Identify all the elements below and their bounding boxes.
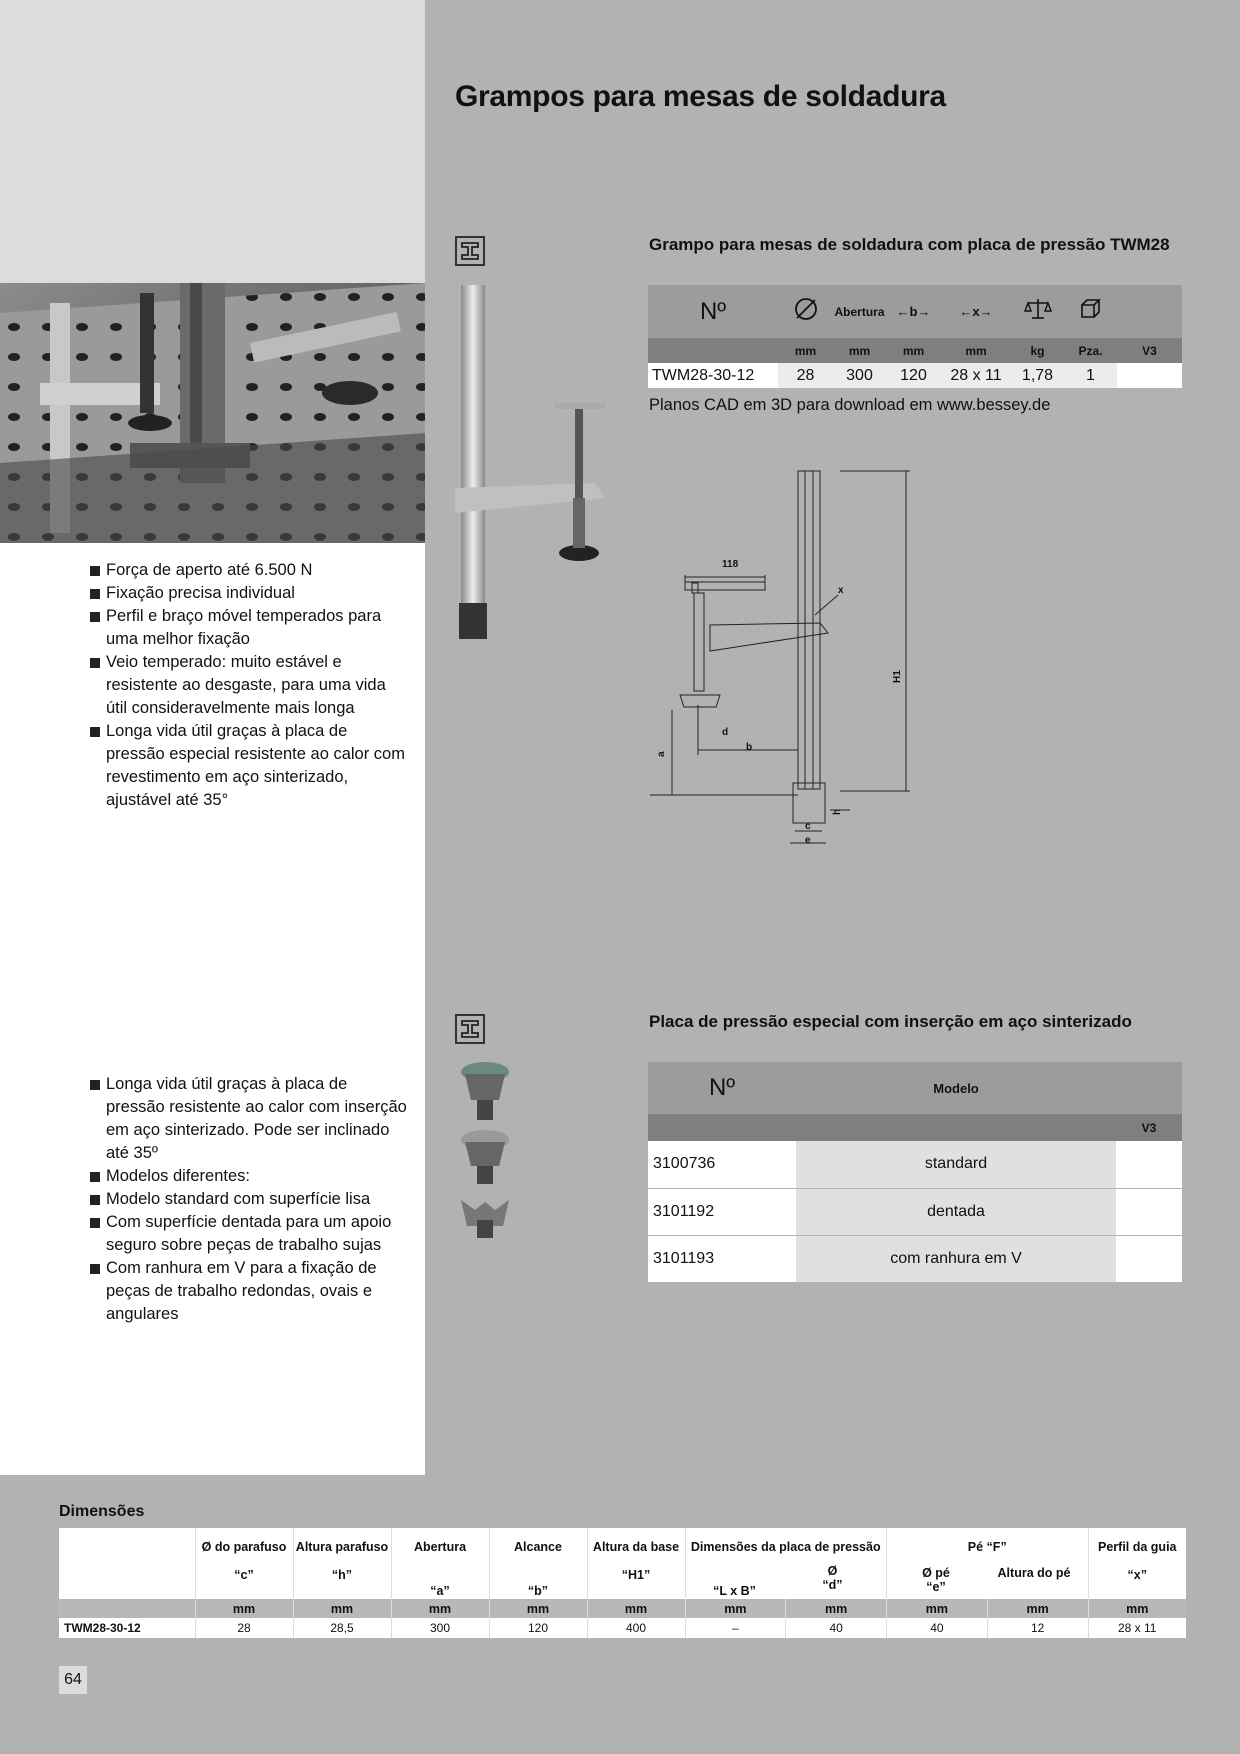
dimensions-table: Ø do parafuso “c” Altura parafuso “h” Abertura “a” Alcance “b” Altura da base “H1” Dimensões da placa de pressão “L x B” Ø “d” Pé “F” Ø pé “e” Altura do pé Perfil da guia “x” mm mm mm mm mm mm mm mm mm mm TWM28-30-12 28 28,5 300 120 400 – 40 40 12 28 x 11 (59, 1528, 1186, 1638)
table-row: TWM28-30-12 28 300 120 28 x 11 1,78 1 (648, 363, 1182, 388)
list-item: Veio temperado: muito estável e resistente ao desgaste, para uma vida útil consideravelmente mais longa (90, 651, 410, 720)
unit-cell: mm (886, 338, 941, 363)
dim-h1-label: H1 (892, 670, 903, 683)
header-x: Perfil da guia (1098, 1540, 1177, 1554)
box-icon (1064, 285, 1117, 338)
pressure-plate-table (648, 1062, 1182, 1283)
dim-d-label: d (722, 727, 729, 738)
section2-title: Placa de pressão especial com inserção em aço sinterizado (649, 1012, 1132, 1031)
steel-beam-icon (455, 236, 485, 266)
pressure-plates-image (455, 1060, 515, 1240)
dim-x-label: x (838, 585, 844, 596)
col-modelo: Modelo (796, 1062, 1116, 1114)
list-item: Longa vida útil graças à placa de pressão especial resistente ao calor com revestimento em aço sinterizado, ajustável até 35° (90, 720, 410, 812)
col-no: Nº (648, 285, 778, 338)
unit-cell: Pza. (1064, 338, 1117, 363)
cad-download-note: Planos CAD em 3D para download em www.bessey.de (649, 396, 1051, 414)
feature-list-1 (90, 559, 410, 812)
page-title: Grampos para mesas de soldadura (455, 80, 946, 113)
table-row: 3101193 com ranhura em V (648, 1235, 1182, 1282)
list-item: Modelos diferentes: (90, 1165, 410, 1188)
page-number: 64 (59, 1666, 87, 1694)
header-b: Alcance (514, 1540, 562, 1554)
list-item: Com ranhura em V para a fixação de peças de trabalho redondas, ovais e angulares (90, 1257, 410, 1326)
col-b-icon: ←b→ (886, 285, 941, 338)
col-x-icon: ←x→ (941, 285, 1011, 338)
workshop-photo (0, 283, 425, 543)
header-placa: Dimensões da placa de pressão “L x B” Ø “d” (685, 1528, 887, 1598)
product-table (648, 285, 1182, 388)
list-item: Longa vida útil graças à placa de pressão resistente ao calor com inserção em aço sinterizado. Pode ser inclinado até 35º (90, 1073, 410, 1165)
col-v3: V3 (1117, 338, 1182, 363)
table-row: 3101192 dentada (648, 1188, 1182, 1235)
scale-icon (1011, 285, 1064, 338)
dim-118-label: 118 (722, 559, 739, 570)
list-item: Modelo standard com superfície lisa (90, 1188, 410, 1211)
col-no: Nº (648, 1062, 796, 1114)
unit-cell: kg (1011, 338, 1064, 363)
dim-h-label: h (832, 808, 843, 815)
header-pe: Pé “F” Ø pé “e” Altura do pé (887, 1528, 1089, 1598)
unit-cell: mm (833, 338, 886, 363)
steel-beam-icon (455, 1014, 485, 1044)
col-abertura: Abertura (833, 285, 886, 338)
unit-cell: mm (778, 338, 833, 363)
list-item: Fixação precisa individual (90, 582, 410, 605)
dim-c-label: c (805, 821, 811, 832)
unit-cell: mm (941, 338, 1011, 363)
left-top-gray-panel (0, 0, 425, 283)
product-number: TWM28-30-12 (648, 363, 778, 388)
dim-a-label: a (656, 751, 667, 757)
header-a: Abertura (413, 1540, 467, 1554)
header-h1: Altura da base (592, 1540, 680, 1554)
table-row: 3100736 standard (648, 1141, 1182, 1188)
diameter-icon (778, 285, 833, 338)
dim-e-label: e (805, 835, 811, 846)
dimensions-title: Dimensões (59, 1503, 145, 1520)
list-item: Perfil e braço móvel temperados para uma melhor fixação (90, 605, 410, 651)
clamp-product-image (455, 283, 635, 643)
header-h: Altura parafuso (295, 1540, 389, 1554)
section1-title: Grampo para mesas de soldadura com placa de pressão TWM28 (649, 235, 1170, 254)
technical-drawing (650, 465, 930, 855)
header-c: Ø do parafuso (201, 1540, 287, 1554)
col-v3: V3 (1116, 1114, 1182, 1141)
list-item: Força de aperto até 6.500 N (90, 559, 410, 582)
dim-b-label: b (746, 742, 753, 753)
table-row: TWM28-30-12 28 28,5 300 120 400 – 40 40 12 28 x 11 (59, 1618, 1186, 1638)
feature-list-2 (90, 1073, 410, 1326)
list-item: Com superfície dentada para um apoio seguro sobre peças de trabalho sujas (90, 1211, 410, 1257)
